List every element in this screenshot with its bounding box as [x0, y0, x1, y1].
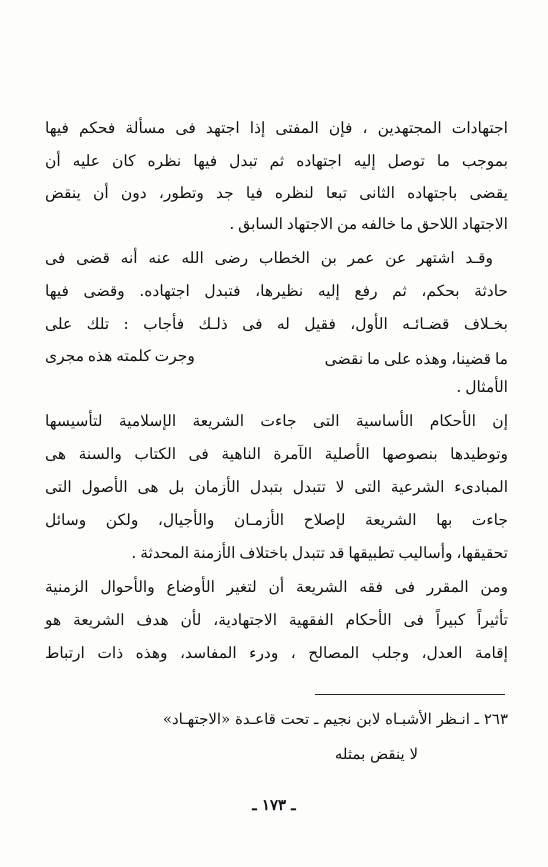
text-line: الاجتهاد اللاحق ما خالفه من الاجتهاد السابق .: [229, 215, 508, 233]
text-line: إقامة العدل، وجلب المصالح ، ودرء المفاسد، وهذه ذات ارتباط: [45, 644, 508, 662]
footnote-divider: [315, 694, 505, 695]
footnote-line: ٢٦٣ ـ انـظر الأشبـاه لابن نجيم ـ تحت قاعـدة «الاجتهـاد»: [162, 710, 508, 728]
text-line: إن الأحكام الأساسية التى جاءت الشريعة الإسلامية لتأسيسها: [45, 412, 508, 430]
text-segment: ما قضينا، وهذه على ما نقضى: [324, 350, 508, 368]
text-line: المبادىء الشرعية التى لا تتبدل بتبدل الأزمان بل هى الأصول التى: [45, 478, 508, 496]
footnote-line: لا ينقض بمثله: [334, 745, 418, 763]
text-line: تحقيقها، وأساليب تطبيقها قد تتبدل باختلاف الأزمنة المحدثة .: [131, 544, 508, 562]
text-line: وقـد اشتهر عن عمر بن الخطاب رضى الله عنه أنه قضى فى: [45, 249, 493, 267]
text-line: تأثيراً كبيراً فى الأحكام الفقهية الاجتهادية، لأن هدف الشريعة هو: [45, 611, 508, 629]
page-number: ـ ١٧٣ ـ: [252, 796, 296, 814]
text-line: وتوطيدها بنصوصها الأصلية الآمرة الناهية فى الكتاب والسنة هى: [45, 445, 508, 463]
text-line: حادثة بحكم، ثم رفع إليه نظيرها، فتبدل اجتهاده. وقضى فيها: [45, 282, 508, 300]
text-line: اجتهادات المجتهدين ، فإن المفتى إذا اجتهد فى مسألة فحكم فيها: [45, 119, 508, 137]
text-line: يقضى باجتهاده الثانى تبعا لنظره فيا جد وتطور، دون أن ينقض: [45, 184, 508, 202]
text-segment: وجرت كلمته هذه مجرى: [45, 347, 195, 365]
text-line: بموجب ما توصل إليه اجتهاده ثم تبدل فيها نظره كان عليه أن: [45, 152, 508, 170]
text-line: الأمثال .: [456, 378, 508, 396]
text-line: جاءت بها الشريعة لإصلاح الأزمـان والأجيال، ولكن وسائل: [45, 511, 508, 529]
text-line: بخـلاف قضـائـه الأول، فقيل له فى ذلـك فأجاب : تلك على: [45, 315, 508, 333]
text-line: ومن المقرر فى فقه الشريعة أن لتغير الأوضاع والأحوال الزمنية: [45, 578, 508, 596]
text-line-with-note: [45, 346, 508, 366]
